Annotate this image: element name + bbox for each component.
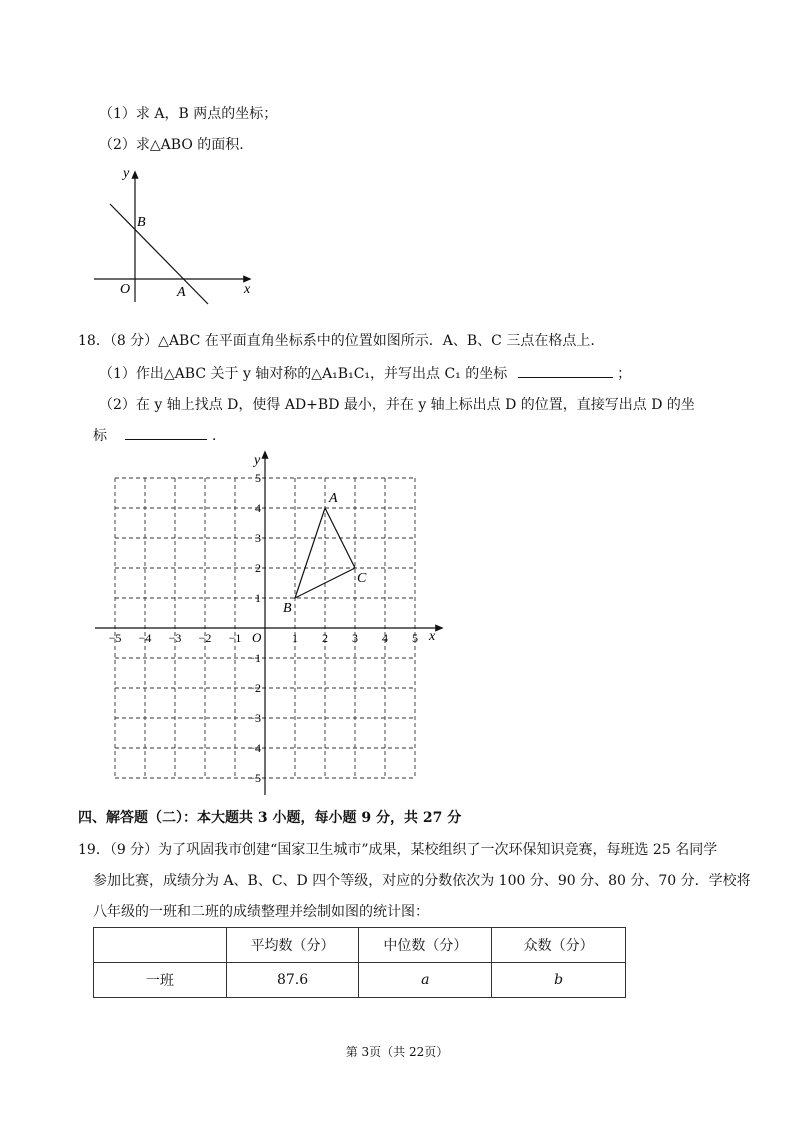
q18-answer-blank-c1[interactable] xyxy=(518,363,613,378)
y-tick-label: 2 xyxy=(255,561,261,575)
table-cell-mode: b xyxy=(492,963,626,998)
q17-origin-label: O xyxy=(120,282,131,297)
x-tick-label: 5 xyxy=(412,631,418,645)
table-header-cell: 众数（分） xyxy=(492,928,626,963)
x-tick-label: 3 xyxy=(352,631,358,645)
q18-answer-blank-d[interactable] xyxy=(125,425,207,440)
table-cell-mean: 87.6 xyxy=(226,963,359,998)
y-tick-label: −5 xyxy=(248,771,261,785)
q19-line3: 八年级的一班和二班的成绩整理并绘制如图的统计图： xyxy=(93,904,429,920)
q18-part1 xyxy=(99,363,631,384)
q17-y-label: y xyxy=(123,166,130,181)
vertex-label-a: A xyxy=(329,491,338,506)
table-header-row xyxy=(94,928,626,963)
q19-stats-table xyxy=(93,927,626,998)
table-header-cell: 平均数（分） xyxy=(226,928,359,963)
table-row xyxy=(94,963,626,998)
y-tick-label: 3 xyxy=(255,531,261,545)
y-tick-label: 5 xyxy=(255,471,261,485)
table-header-cell: 中位数（分） xyxy=(359,928,492,963)
x-tick-label: 1 xyxy=(292,631,298,645)
q19-line2: 参加比赛，成绩分为 A、B、C、D 四个等级，对应的分数依次为 100 分、90 分、80 分、70 分．学校将 xyxy=(93,873,751,889)
page-footer: 第 3页（共 22页） xyxy=(345,1045,449,1059)
q17-point-a-label: A xyxy=(177,285,186,300)
table-cell-class: 一班 xyxy=(94,963,227,998)
y-tick-label: −4 xyxy=(248,741,261,755)
q18-x-label: x xyxy=(429,629,436,644)
x-tick-label: −2 xyxy=(198,631,212,645)
x-tick-label: −1 xyxy=(228,631,242,645)
q17-x-label: x xyxy=(244,282,251,297)
y-tick-label: −3 xyxy=(248,711,261,725)
x-tick-label: −5 xyxy=(108,631,122,645)
q18-coordinate-grid xyxy=(90,450,450,800)
y-tick-label: −1 xyxy=(248,651,261,665)
y-tick-label: −2 xyxy=(248,681,261,695)
y-tick-label: 4 xyxy=(255,501,261,515)
q18-stem: 18．（8 分）△ABC 在平面直角坐标系中的位置如图所示．A、B、C 三点在格点上. xyxy=(78,333,595,349)
q18-part1-end: ； xyxy=(617,366,632,382)
q17-line-graph xyxy=(90,162,260,312)
table-header-cell xyxy=(94,928,227,963)
q17-part2: （2）求△ABO 的面积. xyxy=(99,137,244,153)
q18-part2-cont xyxy=(93,425,216,446)
q18-part2: （2）在 y 轴上找点 D，使得 AD+BD 最小，并在 y 轴上标出点 D 的位置，直接写出点 D 的坐 xyxy=(99,397,695,413)
x-tick-label: 2 xyxy=(322,631,328,645)
q18-part2-text: 标 xyxy=(93,428,107,444)
q18-part2-end: . xyxy=(211,428,217,444)
x-tick-label: −3 xyxy=(168,631,182,645)
table-cell-median: a xyxy=(359,963,492,998)
q19-line1: 19．（9 分）为了巩固我市创建“国家卫生城市”成果，某校组织了一次环保知识竞赛，每班选 25 名同学 xyxy=(78,842,718,858)
q17-part1: （1）求 A，B 两点的坐标； xyxy=(99,106,278,122)
q17-point-b-label: B xyxy=(137,215,146,230)
x-tick-label: 4 xyxy=(382,631,388,645)
vertex-label-b: B xyxy=(283,601,292,616)
q18-origin-label: O xyxy=(252,630,262,645)
section4-heading: 四、解答题（二）：本大题共 3 小题，每小题 9 分，共 27 分 xyxy=(78,810,462,826)
vertex-label-c: C xyxy=(357,571,367,586)
q18-y-label: y xyxy=(254,453,261,468)
y-tick-label: 1 xyxy=(255,591,261,605)
q18-part1-text: （1）作出△ABC 关于 y 轴对称的△A₁B₁C₁，并写出点 C₁ 的坐标 xyxy=(99,366,508,382)
x-tick-label: −4 xyxy=(138,631,152,645)
